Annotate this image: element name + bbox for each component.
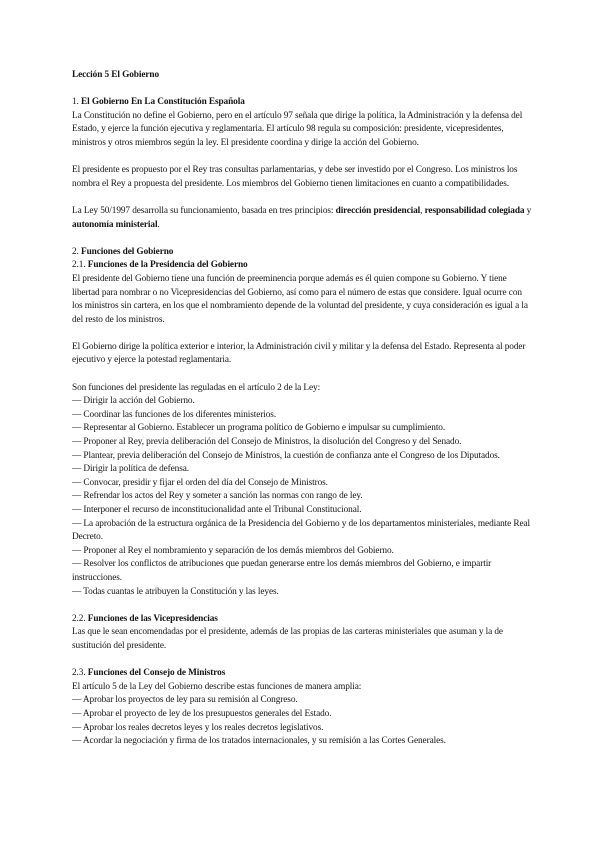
section-2-heading <box>72 246 534 260</box>
p3-start-text: La Ley 50/1997 desarrolla su funcionamiento, basada en tres principios: <box>72 205 336 216</box>
principle-3: autonomía ministerial <box>72 219 158 230</box>
subsection-2-3-heading <box>72 667 534 681</box>
section-1-paragraph-2: El presidente es propuesto por el Rey tras consultas parlamentarias, y debe ser investido por el Congreso. Los ministros los nombra el Rey a propuesta del presidente. Los miembros del Gobierno tienen limitaciones en cuanto a compatibilidades. <box>72 165 518 189</box>
council-functions-list <box>72 694 534 748</box>
section-1-paragraph-1: La Constitución no define el Gobierno, pero en el artículo 97 señala que dirige la política, la Administración y la defensa del Estado, y ejerce la función ejecutiva y reglamentaria. El artículo 98 regula su composición: presidente, vicepresidentes, ministros y otros miembros según la ley. El presidente coordina y dirige la acción del Gobierno. <box>72 110 523 148</box>
list-item: — Todas cuantas le atribuyen la Constitución y las leyes. <box>72 586 279 597</box>
p3-end-text: . <box>157 219 160 230</box>
list-item: — Aprobar los proyectos de ley para su remisión al Congreso. <box>72 695 298 706</box>
section-2-title: Funciones del Gobierno <box>81 246 174 257</box>
subsection-2-2-paragraph: Las que le sean encomendadas por el presidente, además de las propias de las carteras ministeriales que asuman y la de sustitución del presidente. <box>72 627 503 651</box>
section-1-paragraph-3 <box>72 205 534 232</box>
list-item: — Acordar la negociación y firma de los tratados internacionales, y su remisión a las Cortes Generales. <box>72 736 446 747</box>
subsection-2-1-number: 2.1. <box>72 260 86 271</box>
subsection-2-2-title: Funciones de las Vicepresidencias <box>87 613 218 624</box>
list-item: — Aprobar el proyecto de ley de los presupuestos generales del Estado. <box>72 708 332 719</box>
subsection-2-2-number: 2.2. <box>72 613 86 624</box>
subsection-2-1-paragraph-1: El presidente del Gobierno tiene una función de preeminencia porque además es él quien compone su Gobierno. Y tiene libertad para nombrar o no Vicepresidencias del Gobierno, así como para el número de estas que considere. Igual ocurre con los ministros sin cartera, en los que el nombramiento depende de la voluntad del presidente, y cuya consideración es igual a la del resto de los ministros. <box>72 273 528 325</box>
section-1-heading <box>72 96 534 110</box>
subsection-2-2-heading <box>72 613 534 627</box>
list-item: — Dirigir la acción del Gobierno. <box>72 396 195 407</box>
list-item: — Interponer el recurso de inconstitucionalidad ante el Tribunal Constitucional. <box>72 505 362 515</box>
list-item: — Coordinar las funciones de los diferentes ministerios. <box>72 409 277 420</box>
subsection-2-1-heading <box>72 259 534 273</box>
list-item: — Representar al Gobierno. Establecer un programa político de Gobierno e impulsar su cumplimiento. <box>72 423 446 434</box>
document-title: Lección 5 El Gobierno <box>72 70 159 80</box>
subsection-2-3-title: Funciones del Consejo de Ministros <box>87 668 226 679</box>
list-item: — Refrendar los actos del Rey y someter a sanción las normas con rango de ley. <box>72 491 363 502</box>
subsection-2-1-paragraph-2: El Gobierno dirige la política exterior e interior, la Administración civil y militar y la defensa del Estado. Representa al poder ejecutivo y ejerce la potestad reglamentaria. <box>72 341 526 366</box>
list-item: — Aprobar los reales decretos leyes y los reales decretos legislativos. <box>72 722 324 733</box>
section-2-number: 2. <box>72 246 79 257</box>
p3-separator-2: y <box>524 205 532 216</box>
subsection-2-1-paragraph-3: Son funciones del presidente las reguladas en el artículo 2 de la Ley: <box>72 382 321 393</box>
section-1-title: El Gobierno En La Constitución Española <box>81 97 245 108</box>
p3-separator-1: , <box>420 205 425 216</box>
list-item: — La aprobación de la estructura orgánica de la Presidencia del Gobierno y de los departamentos ministeriales, mediante Real Decreto. <box>72 518 531 543</box>
list-item: — Resolver los conflictos de atribuciones que puedan generarse entre los demás miembros del Gobierno, e impartir instrucciones. <box>72 559 492 583</box>
principle-1: dirección presidencial <box>335 205 421 216</box>
list-item: — Convocar, presidir y fijar el orden del día del Consejo de Ministros. <box>72 477 328 488</box>
subsection-2-3-number: 2.3. <box>72 668 86 679</box>
president-functions-list <box>72 395 534 599</box>
list-item: — Proponer al Rey, previa deliberación del Consejo de Ministros, la disolución del Congreso y del Senado. <box>72 437 462 448</box>
subsection-2-3-paragraph: El artículo 5 de la Ley del Gobierno describe estas funciones de manera amplia: <box>72 681 362 692</box>
document-body <box>72 69 534 749</box>
list-item: — Plantear, previa deliberación del Consejo de Ministros, la cuestión de confianza ante el Congreso de los Diputados. <box>72 450 500 461</box>
section-1-number: 1. <box>72 97 79 108</box>
principle-2: responsabilidad colegiada <box>424 205 525 216</box>
list-item: — Proponer al Rey el nombramiento y separación de los demás miembros del Gobierno. <box>72 545 394 556</box>
subsection-2-1-title: Funciones de la Presidencia del Gobierno <box>87 260 248 271</box>
list-item: — Dirigir la política de defensa. <box>72 464 190 475</box>
